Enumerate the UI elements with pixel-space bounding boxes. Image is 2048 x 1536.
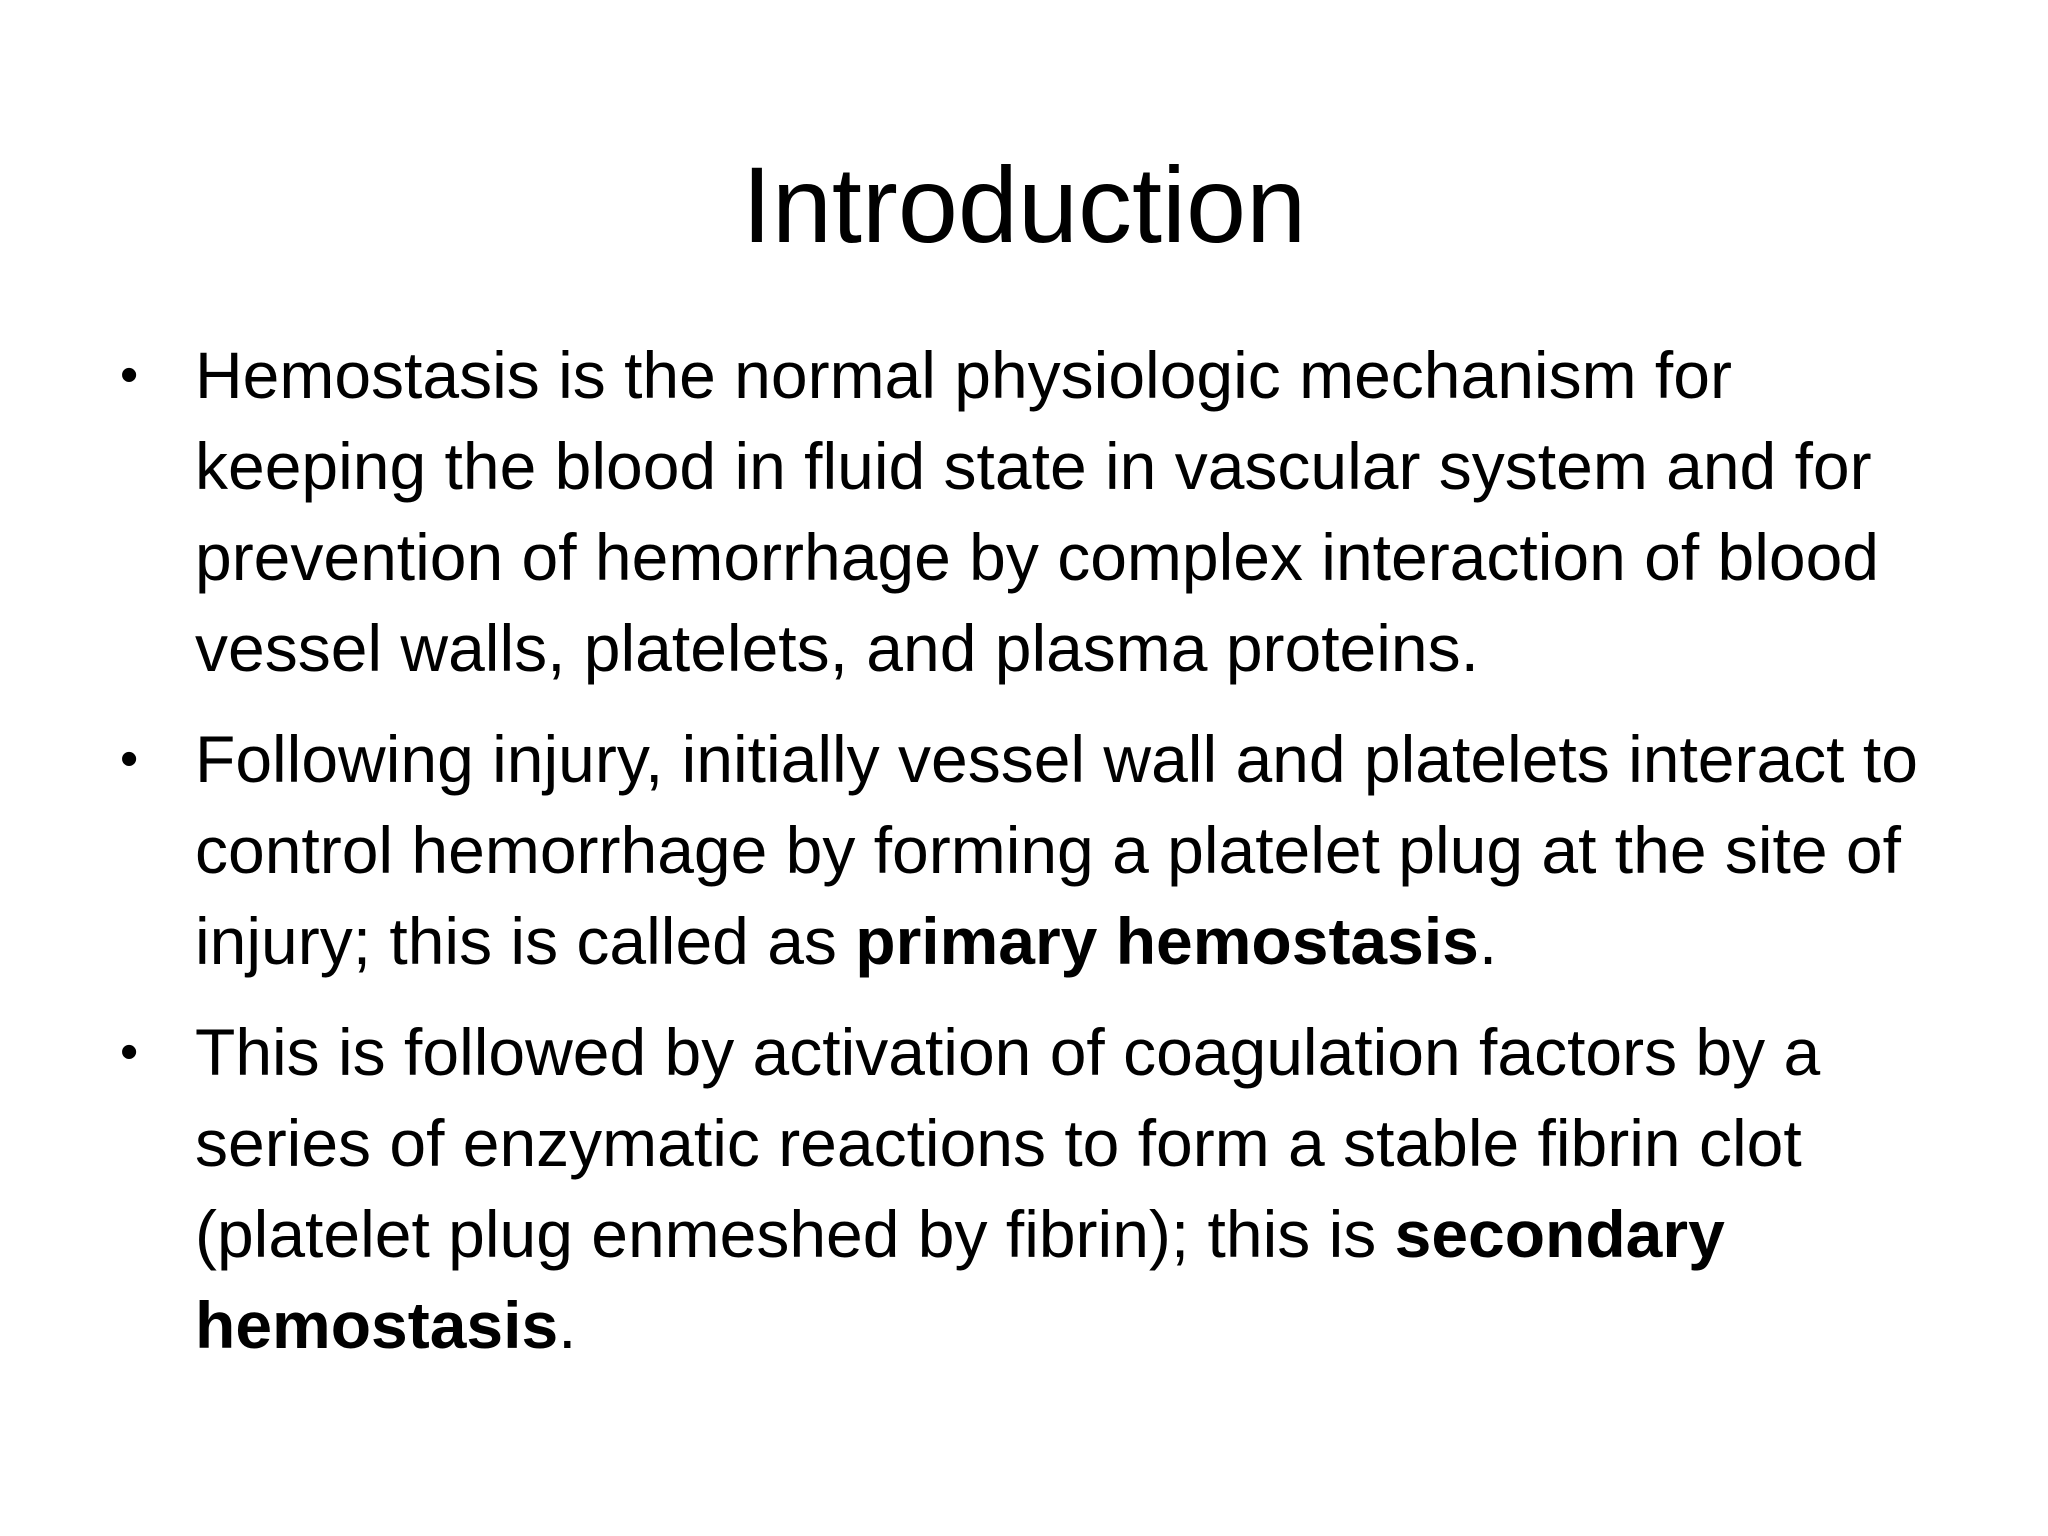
bullet-bold-term: secondary hemostasis bbox=[195, 1197, 1725, 1362]
bullet-item-secondary-hemostasis bbox=[120, 1007, 1950, 1371]
bullet-text: Following injury, initially vessel wall and platelets interact to control hemorrhage by forming a platelet plug at the site of injury; this is called as bbox=[195, 722, 1918, 978]
bullet-item-hemostasis-definition bbox=[120, 330, 1950, 694]
slide-title: Introduction bbox=[741, 144, 1307, 265]
bullet-text: Hemostasis is the normal physiologic mechanism for keeping the blood in fluid state in vascular system and for prevention of hemorrhage by complex interaction of blood vessel walls, platelets, and plasma proteins. bbox=[195, 338, 1879, 685]
bullet-text-end: . bbox=[1478, 904, 1498, 978]
bullet-text-end: . bbox=[558, 1288, 577, 1362]
bullet-icon: • bbox=[120, 1023, 139, 1081]
bullet-icon: • bbox=[120, 730, 139, 788]
bullet-text: This is followed by activation of coagulation factors by a series of enzymatic reactions to form a stable fibrin clot (platelet plug enmeshed by fibrin); this is bbox=[195, 1015, 1821, 1271]
bullet-list bbox=[120, 330, 1950, 1391]
bullet-icon: • bbox=[120, 346, 139, 404]
bullet-bold-term: primary hemostasis bbox=[855, 904, 1479, 978]
bullet-item-primary-hemostasis bbox=[120, 714, 1950, 987]
